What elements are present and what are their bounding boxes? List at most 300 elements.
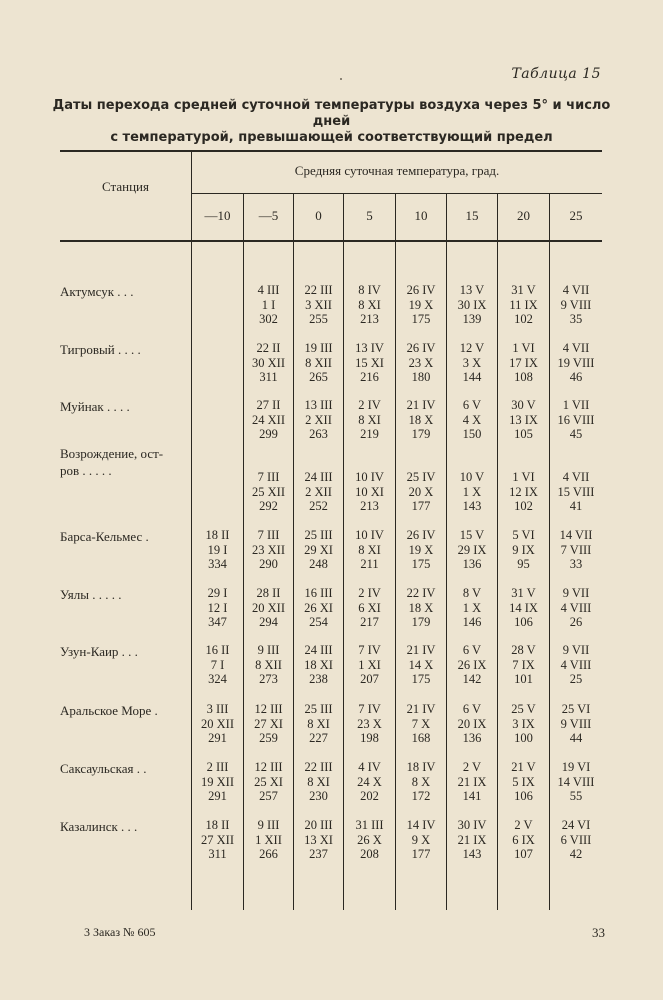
- table-cell: [447, 528, 497, 572]
- autumn-date: 23 X: [357, 716, 382, 731]
- spring-date: 2 V: [462, 760, 482, 774]
- table-cell: [498, 470, 549, 514]
- autumn-date: 18 X: [408, 412, 434, 427]
- spring-date: 29 I: [207, 586, 228, 600]
- table-cell: [498, 760, 549, 804]
- autumn-date: 7 VIII: [560, 542, 592, 557]
- day-count: 139: [462, 312, 482, 326]
- day-count: 100: [514, 731, 533, 745]
- autumn-date: 26 X: [357, 832, 382, 847]
- day-count: 35: [569, 312, 583, 326]
- spring-date: 2 V: [514, 818, 533, 832]
- spring-date: 9 III: [257, 818, 280, 832]
- spring-date: 18 II: [205, 818, 230, 832]
- caption-line-2: с температурой, превышающей соответствующий предел: [110, 130, 553, 145]
- table-cell: [447, 818, 497, 862]
- table-cell: [344, 586, 395, 630]
- table-cell: [396, 818, 446, 862]
- page-number: 33: [592, 925, 605, 940]
- temperature-column-header: 0: [315, 208, 322, 223]
- table-cell: [447, 586, 497, 630]
- table-cell: [498, 528, 549, 572]
- day-count: 144: [462, 370, 482, 384]
- autumn-date: 1 XI: [358, 657, 381, 672]
- spring-date: 14 VII: [559, 528, 593, 542]
- autumn-date: 7 IX: [512, 657, 535, 672]
- autumn-date: 9 IX: [512, 542, 535, 557]
- station-name: Саксаульская . .: [60, 761, 147, 776]
- autumn-date: 8 XII: [255, 657, 282, 672]
- spring-date: 21 IV: [406, 643, 436, 657]
- day-count: 292: [259, 499, 278, 513]
- table-cell: [294, 341, 343, 385]
- autumn-date: 16 VIII: [557, 412, 595, 427]
- autumn-date: 17 IX: [509, 355, 538, 370]
- day-count: 136: [462, 731, 482, 745]
- table-cell: [498, 586, 549, 630]
- spring-date: 12 V: [459, 341, 485, 355]
- autumn-date: 29 IX: [457, 542, 487, 557]
- station-name-line: ров . . . . .: [60, 463, 112, 478]
- spring-date: 22 III: [304, 760, 333, 774]
- day-count: 177: [411, 847, 431, 861]
- autumn-date: 4 X: [462, 412, 482, 427]
- autumn-date: 21 IX: [457, 832, 487, 847]
- table-cell: [192, 528, 243, 572]
- autumn-date: 8 XI: [358, 412, 381, 427]
- autumn-date: 13 XI: [304, 832, 333, 847]
- table-cell: [192, 643, 243, 687]
- autumn-date: 30 XII: [252, 355, 285, 370]
- temperature-column-header: —5: [258, 208, 279, 223]
- station-name: Актумсук . . .: [60, 284, 134, 299]
- table-cell: [396, 702, 446, 746]
- day-count: 179: [411, 615, 431, 629]
- day-count: 324: [208, 672, 227, 686]
- spring-date: 2 IV: [358, 398, 381, 412]
- day-count: 141: [462, 789, 482, 803]
- autumn-date: 1 X: [462, 600, 482, 615]
- spring-date: 7 III: [257, 470, 280, 484]
- spring-date: 13 IV: [355, 341, 384, 355]
- autumn-date: 19 I: [207, 542, 228, 557]
- print-order-note: 3 Заказ № 605: [84, 925, 156, 939]
- autumn-date: 12 IX: [509, 484, 538, 499]
- table-cell: [447, 702, 497, 746]
- temperature-column-header: 15: [465, 208, 479, 223]
- spring-date: 18 IV: [406, 760, 436, 774]
- spring-date: 2 III: [206, 760, 229, 774]
- table-cell: [550, 398, 602, 442]
- header-bottom-rule: [60, 240, 602, 242]
- spring-date: 9 III: [257, 643, 280, 657]
- table-cell: [294, 643, 343, 687]
- autumn-date: 3 XII: [305, 297, 332, 312]
- spring-date: 1 VI: [512, 470, 535, 484]
- table-cell: [192, 760, 243, 804]
- day-count: 146: [462, 615, 482, 629]
- table-number: Таблица 15: [511, 66, 601, 82]
- spring-date: 15 V: [459, 528, 485, 542]
- day-count: 311: [259, 370, 278, 384]
- table-cell: [498, 283, 549, 327]
- spring-date: 8 IV: [358, 283, 381, 297]
- table-cell: [344, 470, 395, 514]
- autumn-date: 4 VIII: [560, 657, 592, 672]
- spring-date: 28 II: [256, 586, 281, 600]
- table-cell: [396, 470, 446, 514]
- autumn-date: 9 VIII: [560, 716, 592, 731]
- day-count: 198: [360, 731, 379, 745]
- table-cell: [244, 341, 293, 385]
- spring-date: 26 IV: [406, 528, 436, 542]
- table-cell: [396, 760, 446, 804]
- table-cell: [550, 586, 602, 630]
- spring-date: 10 IV: [355, 470, 384, 484]
- table-cell: [550, 818, 602, 862]
- table-cell: [244, 586, 293, 630]
- day-count: 175: [411, 312, 431, 326]
- spring-date: 4 VII: [562, 341, 590, 355]
- table-cell: [344, 398, 395, 442]
- spring-date: 19 VI: [561, 760, 591, 774]
- table-cell: [294, 586, 343, 630]
- autumn-date: 6 VIII: [560, 832, 592, 847]
- day-count: 252: [309, 499, 328, 513]
- spring-date: 31 V: [511, 586, 536, 600]
- table-cell: [498, 398, 549, 442]
- autumn-date: 18 X: [408, 600, 434, 615]
- spring-date: 25 III: [304, 702, 333, 716]
- day-count: 44: [569, 731, 583, 745]
- spring-date: 30 IV: [457, 818, 487, 832]
- spring-date: 2 IV: [358, 586, 381, 600]
- autumn-date: 14 IX: [509, 600, 538, 615]
- autumn-date: 8 XII: [305, 355, 332, 370]
- autumn-date: 3 IX: [512, 716, 535, 731]
- autumn-date: 20 XII: [252, 600, 285, 615]
- table-cell: [294, 702, 343, 746]
- table-cell: [550, 341, 602, 385]
- day-count: 55: [569, 789, 583, 803]
- spring-date: 5 VI: [512, 528, 535, 542]
- autumn-date: 18 XI: [304, 657, 333, 672]
- autumn-date: 26 XI: [304, 600, 333, 615]
- table-cell: [192, 818, 243, 862]
- day-count: 266: [259, 847, 278, 861]
- autumn-date: 15 XI: [355, 355, 384, 370]
- spring-date: 25 VI: [561, 702, 591, 716]
- day-count: 227: [309, 731, 328, 745]
- day-count: 33: [569, 557, 583, 571]
- autumn-date: 14 VIII: [557, 774, 595, 789]
- day-count: 213: [360, 312, 379, 326]
- table-cell: [550, 283, 602, 327]
- spring-date: 14 IV: [406, 818, 436, 832]
- autumn-date: 8 XI: [307, 774, 330, 789]
- day-count: 311: [208, 847, 227, 861]
- autumn-date: 6 IX: [512, 832, 535, 847]
- table-cell: [396, 643, 446, 687]
- table-cell: [550, 702, 602, 746]
- autumn-date: 4 VIII: [560, 600, 592, 615]
- table-cell: [396, 398, 446, 442]
- day-count: 208: [360, 847, 379, 861]
- spring-date: 16 II: [205, 643, 230, 657]
- station-name: Муйнак . . . .: [60, 399, 130, 414]
- autumn-date: 23 X: [408, 355, 434, 370]
- temperature-column-header: —10: [204, 208, 231, 223]
- day-count: 213: [360, 499, 379, 513]
- autumn-date: 9 X: [411, 832, 431, 847]
- table-cell: [344, 760, 395, 804]
- day-count: 238: [309, 672, 328, 686]
- table-cell: [244, 528, 293, 572]
- spring-date: 16 III: [304, 586, 333, 600]
- autumn-date: 2 XII: [305, 484, 332, 499]
- spring-date: 9 VII: [562, 586, 590, 600]
- station-name: Аральское Море .: [60, 703, 158, 718]
- spring-date: 24 VI: [561, 818, 591, 832]
- autumn-date: 13 IX: [509, 412, 538, 427]
- table-cell: [447, 760, 497, 804]
- spring-date: 9 VII: [562, 643, 590, 657]
- table-cell: [294, 470, 343, 514]
- autumn-date: 6 XI: [358, 600, 381, 615]
- table-cell: [344, 283, 395, 327]
- spring-date: 22 II: [256, 341, 281, 355]
- spring-date: 4 III: [257, 283, 280, 297]
- spring-date: 1 VI: [512, 341, 535, 355]
- spring-date: 10 V: [459, 470, 485, 484]
- table-cell: [344, 643, 395, 687]
- day-count: 107: [514, 847, 533, 861]
- caption-line-1: Даты перехода средней суточной температуры воздуха через 5° и число дней: [52, 98, 611, 129]
- autumn-date: 3 X: [462, 355, 482, 370]
- autumn-date: 24 XII: [252, 412, 285, 427]
- autumn-date: 23 XII: [252, 542, 285, 557]
- autumn-date: 19 X: [408, 297, 434, 312]
- table-cell: [244, 398, 293, 442]
- autumn-date: 8 X: [411, 774, 431, 789]
- table-cell: [396, 586, 446, 630]
- table-cell: [498, 341, 549, 385]
- table-cell: [244, 702, 293, 746]
- day-count: 237: [309, 847, 328, 861]
- autumn-date: 20 IX: [457, 716, 487, 731]
- table-cell: [244, 818, 293, 862]
- autumn-date: 9 VIII: [560, 297, 592, 312]
- day-count: 263: [309, 427, 328, 441]
- day-count: 334: [208, 557, 227, 571]
- day-count: 106: [514, 789, 533, 803]
- table-cell: [396, 528, 446, 572]
- temperature-column-header: 10: [414, 208, 428, 223]
- spring-date: 20 III: [304, 818, 333, 832]
- autumn-date: 12 I: [207, 600, 228, 615]
- station-name: Узун-Каир . . .: [60, 644, 138, 659]
- table-caption: [40, 98, 623, 146]
- autumn-date: 7 X: [411, 716, 431, 731]
- day-count: 217: [360, 615, 379, 629]
- autumn-date: 21 IX: [457, 774, 487, 789]
- day-count: 42: [569, 847, 583, 861]
- day-count: 168: [411, 731, 431, 745]
- autumn-date: 19 X: [408, 542, 434, 557]
- table-cell: [498, 702, 549, 746]
- station-name: Тигровый . . . .: [60, 342, 141, 357]
- table-cell: [294, 398, 343, 442]
- spring-date: 4 VII: [562, 283, 590, 297]
- table-cell: [447, 398, 497, 442]
- station-name: Барса-Кельмес .: [60, 529, 149, 544]
- day-count: 102: [514, 499, 533, 513]
- table-cell: [344, 341, 395, 385]
- spring-date: 24 III: [304, 470, 333, 484]
- temperature-column-header: 5: [366, 208, 373, 223]
- autumn-date: 27 XII: [201, 832, 234, 847]
- spring-date: 3 III: [206, 702, 229, 716]
- day-count: 211: [360, 557, 379, 571]
- table-cell: [294, 528, 343, 572]
- table-cell: [396, 283, 446, 327]
- day-count: 45: [569, 427, 583, 441]
- spring-date: 31 V: [511, 283, 536, 297]
- autumn-date: 20 X: [408, 484, 434, 499]
- day-count: 175: [411, 672, 431, 686]
- autumn-date: 8 XI: [358, 297, 381, 312]
- day-count: 291: [208, 789, 227, 803]
- day-count: 219: [360, 427, 379, 441]
- table-cell: [192, 586, 243, 630]
- autumn-date: 29 XI: [304, 542, 333, 557]
- day-count: 202: [360, 789, 379, 803]
- day-count: 248: [309, 557, 328, 571]
- table-cell: [550, 470, 602, 514]
- spring-date: 12 III: [254, 760, 283, 774]
- table-cell: [244, 643, 293, 687]
- table-cell: [294, 760, 343, 804]
- spring-date: 27 II: [256, 398, 281, 412]
- day-count: 257: [259, 789, 278, 803]
- autumn-date: 27 XI: [254, 716, 283, 731]
- spring-date: 12 III: [254, 702, 283, 716]
- autumn-date: 26 IX: [457, 657, 487, 672]
- day-count: 273: [259, 672, 278, 686]
- day-count: 259: [259, 731, 278, 745]
- day-count: 177: [411, 499, 431, 513]
- table-cell: [244, 760, 293, 804]
- day-count: 302: [259, 312, 278, 326]
- autumn-date: 19 VIII: [557, 355, 595, 370]
- table-cell: [344, 528, 395, 572]
- autumn-date: 8 XI: [307, 716, 330, 731]
- day-count: 294: [259, 615, 278, 629]
- day-count: 108: [514, 370, 533, 384]
- day-count: 105: [514, 427, 533, 441]
- spring-date: 10 IV: [355, 528, 384, 542]
- autumn-date: 19 XII: [201, 774, 234, 789]
- table-cell: [447, 643, 497, 687]
- spring-date: 30 V: [511, 398, 536, 412]
- spring-date: 22 III: [304, 283, 333, 297]
- station-name: Казалинск . . .: [60, 819, 138, 834]
- spring-date: 25 V: [511, 702, 536, 716]
- day-count: 254: [309, 615, 328, 629]
- table-top-rule: [60, 150, 602, 152]
- day-count: 172: [411, 789, 431, 803]
- spring-date: 21 IV: [406, 702, 436, 716]
- spring-date: 13 III: [304, 398, 333, 412]
- table-cell: [294, 283, 343, 327]
- day-count: 41: [569, 499, 583, 513]
- temperature-column-header: 25: [569, 208, 583, 223]
- table-cell: [498, 643, 549, 687]
- day-count: 265: [309, 370, 328, 384]
- spring-date: 18 II: [205, 528, 230, 542]
- spring-date: 21 IV: [406, 398, 436, 412]
- day-count: 102: [514, 312, 533, 326]
- spring-date: 13 V: [459, 283, 485, 297]
- autumn-date: 15 VIII: [557, 484, 595, 499]
- table-cell: [447, 341, 497, 385]
- day-count: 142: [462, 672, 482, 686]
- day-count: 291: [208, 731, 227, 745]
- autumn-date: 25 XII: [252, 484, 285, 499]
- day-count: 25: [569, 672, 583, 686]
- spring-date: 6 V: [462, 398, 482, 412]
- day-count: 106: [514, 615, 533, 629]
- day-count: 255: [309, 312, 328, 326]
- day-count: 136: [462, 557, 482, 571]
- day-count: 299: [259, 427, 278, 441]
- spring-date: 25 IV: [406, 470, 436, 484]
- autumn-date: 1 I: [261, 297, 276, 312]
- station-name: [60, 446, 188, 478]
- spring-date: 7 IV: [358, 643, 381, 657]
- spring-date: 26 IV: [406, 283, 436, 297]
- spring-date: 6 V: [462, 702, 482, 716]
- autumn-date: 30 IX: [457, 297, 487, 312]
- table-cell: [550, 643, 602, 687]
- autumn-date: 1 X: [462, 484, 482, 499]
- print-speck: [340, 78, 342, 80]
- day-count: 143: [462, 847, 482, 861]
- autumn-date: 5 IX: [512, 774, 535, 789]
- group-header-rule: [192, 193, 602, 194]
- temperature-column-header: 20: [517, 208, 530, 223]
- table-cell: [498, 818, 549, 862]
- autumn-date: 25 XI: [254, 774, 283, 789]
- spring-date: 4 VII: [562, 470, 590, 484]
- day-count: 26: [569, 615, 583, 629]
- spring-date: 4 IV: [358, 760, 381, 774]
- day-count: 230: [309, 789, 328, 803]
- table-cell: [344, 818, 395, 862]
- spring-date: 7 III: [257, 528, 280, 542]
- table-cell: [244, 470, 293, 514]
- spring-date: 6 V: [462, 643, 482, 657]
- day-count: 216: [360, 370, 379, 384]
- spring-date: 22 IV: [406, 586, 436, 600]
- table-cell: [550, 528, 602, 572]
- autumn-date: 20 XII: [201, 716, 234, 731]
- table-cell: [396, 341, 446, 385]
- spring-date: 28 V: [511, 643, 536, 657]
- day-count: 95: [517, 557, 530, 571]
- autumn-date: 8 XI: [358, 542, 381, 557]
- autumn-date: 11 IX: [509, 297, 538, 312]
